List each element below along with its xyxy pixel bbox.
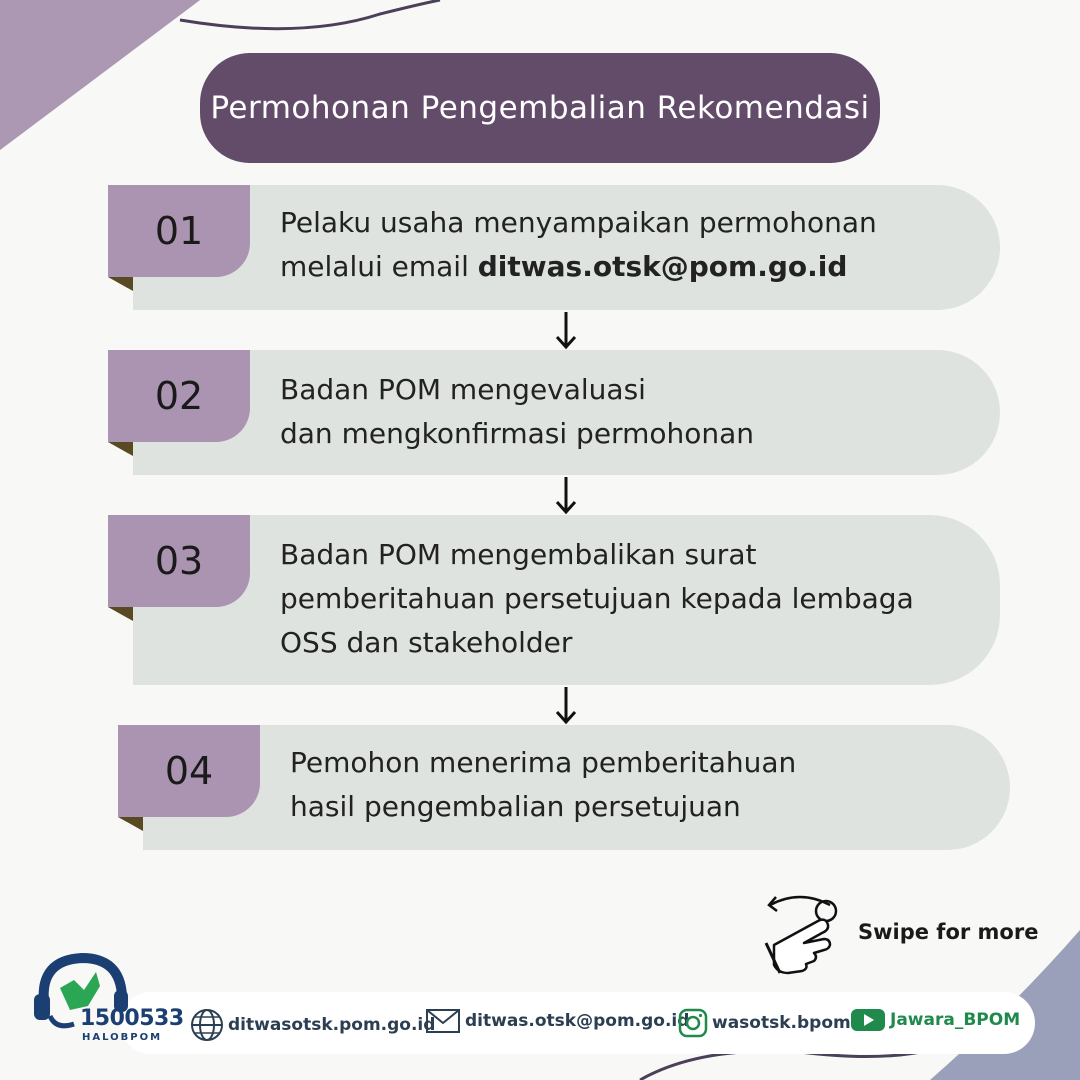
step-line <box>280 245 877 289</box>
youtube-icon <box>850 1008 886 1032</box>
instagram-text: wasotsk.bpom <box>712 1013 851 1033</box>
step-number-tab <box>118 725 260 817</box>
step-line: Pemohon menerima pemberitahuan <box>290 746 797 779</box>
hotline-subtitle: HALOBPOM <box>82 1032 163 1043</box>
footer-website[interactable] <box>190 1008 435 1042</box>
arrow-down-icon <box>554 685 578 725</box>
mail-icon <box>425 1008 461 1034</box>
email-text: ditwas.otsk@pom.go.id <box>465 1011 690 1031</box>
step-number: 04 <box>164 749 214 793</box>
step-number-tab <box>108 350 250 442</box>
step-number-tab <box>108 185 250 277</box>
globe-icon <box>190 1008 224 1042</box>
step-text <box>280 533 914 665</box>
youtube-text: Jawara_BPOM <box>890 1010 1021 1030</box>
step-line: OSS dan stakeholder <box>280 626 573 659</box>
step-line: dan mengkonfirmasi permohonan <box>280 417 755 450</box>
step-line-prefix: melalui email <box>280 250 478 283</box>
footer-youtube[interactable] <box>850 1008 1020 1032</box>
step-fold <box>108 277 133 291</box>
step-text <box>290 741 796 829</box>
step-line: Pelaku usaha menyampaikan permohonan <box>280 206 877 239</box>
website-text: ditwasotsk.pom.go.id <box>228 1015 436 1035</box>
step-text <box>280 201 877 289</box>
swipe-hand-icon <box>760 893 850 978</box>
footer-instagram[interactable] <box>678 1008 851 1038</box>
step-email: ditwas.otsk@pom.go.id <box>477 250 848 283</box>
step-number: 02 <box>154 374 204 418</box>
step-fold <box>108 442 133 456</box>
step-number-tab <box>108 515 250 607</box>
step-line: Badan POM mengembalikan surat <box>280 538 757 571</box>
step-line: hasil pengembalian persetujuan <box>290 790 741 823</box>
step-text <box>280 368 754 456</box>
instagram-icon <box>678 1008 708 1038</box>
swipe-label: Swipe for more <box>858 920 1039 944</box>
step-number: 03 <box>154 539 204 583</box>
step-line: Badan POM mengevaluasi <box>280 373 646 406</box>
step-line: pemberitahuan persetujuan kepada lembaga <box>280 582 914 615</box>
step-number: 01 <box>154 209 204 253</box>
page-title: Permohonan Pengembalian Rekomendasi <box>210 90 870 126</box>
footer-email[interactable] <box>425 1008 689 1034</box>
arrow-down-icon <box>554 475 578 515</box>
arrow-down-icon <box>554 310 578 350</box>
step-fold <box>118 817 143 831</box>
hotline-number: 1500533 <box>80 1006 184 1031</box>
step-fold <box>108 607 133 621</box>
title-banner <box>200 53 880 163</box>
